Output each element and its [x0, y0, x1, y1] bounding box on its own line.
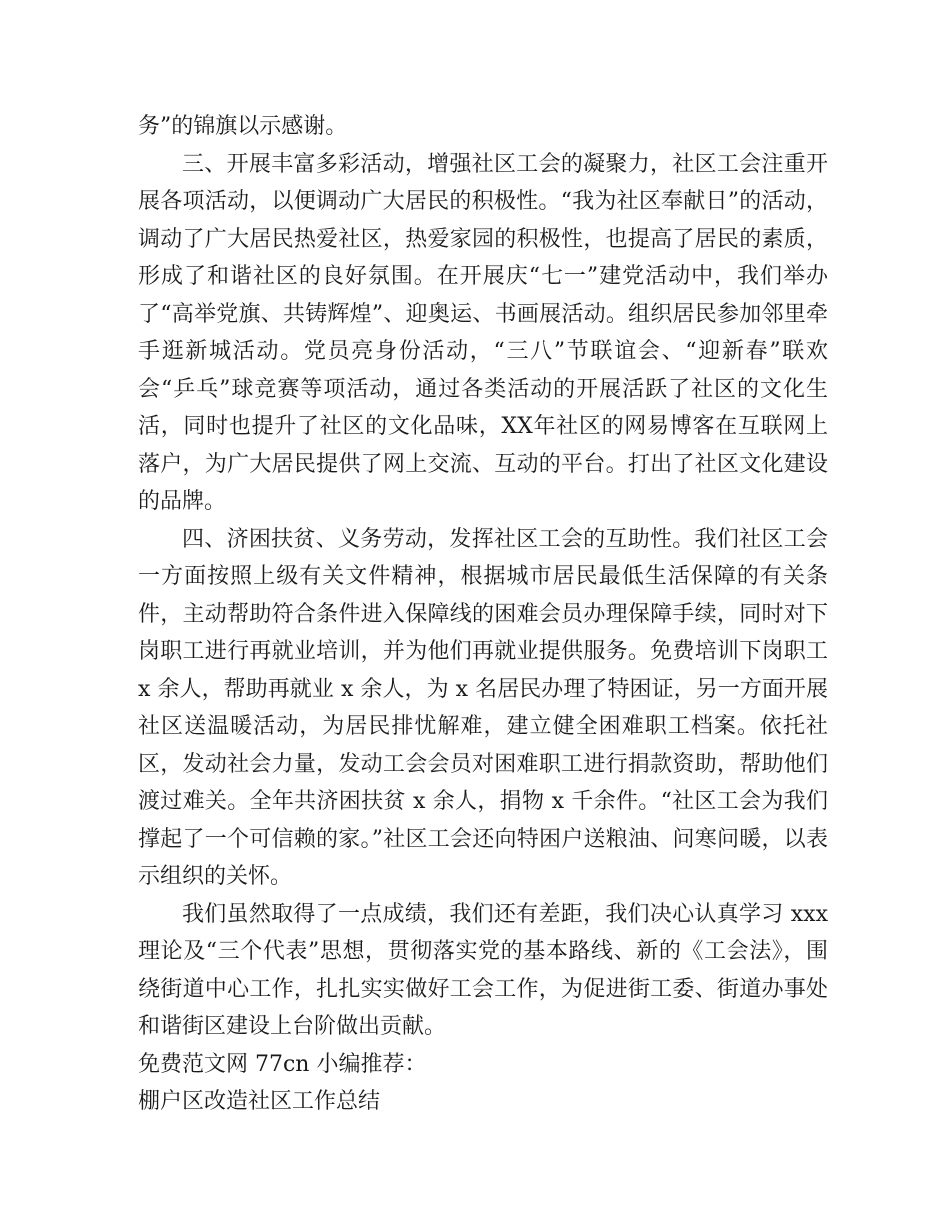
paragraph-activities: 三、开展丰富多彩活动，增强社区工会的凝聚力，社区工会注重开展各项活动，以便调动广大居民的积极性。“我为社区奉献日”的活动，调动了广大居民热爱社区，热爱家园的积极性，也提高了居民的素质，形成了和谐社区的良好氛围。在开展庆“七一”建党活动中，我们举办了“高举党旗、共铸辉煌”、迎奥运、书画展活动。组织居民参加邻里牵手逛新城活动。党员亮身份活动，“三八”节联谊会、“迎新春”联欢会“乒乓”球竞赛等项活动，通过各类活动的开展活跃了社区的文化生活，同时也提升了社区的文化品味，XX年社区的网易博客在互联网上落户，为广大居民提供了网上交流、互动的平台。打出了社区文化建设的品牌。 [138, 151, 828, 514]
paragraph-continuation: 务”的锦旗以示感谢。 [138, 114, 348, 139]
recommend-label: 免费范文网 77cn 小编推荐： [138, 1051, 427, 1077]
paragraph-conclusion: 我们虽然取得了一点成绩，我们还有差距，我们决心认真学习 xxx 理论及“三个代表”思想，贯彻落实党的基本路线、新的《工会法》，围绕街道中心工作，扎扎实实做好工会工作，为促进街工委、街道办事处和谐街区建设上台阶做出贡献。 [138, 901, 828, 1039]
recommend-link[interactable]: 棚户区改造社区工作总结 [138, 1089, 381, 1114]
paragraph-poverty-relief: 四、济困扶贫、义务劳动，发挥社区工会的互助性。我们社区工会一方面按照上级有关文件精神，根据城市居民最低生活保障的有关条件，主动帮助符合条件进入保障线的困难会员办理保障手续，同时对下岗职工进行再就业培训，并为他们再就业提供服务。免费培训下岗职工 x 余人，帮助再就业 x 余人，为 x 名居民办理了特困证，另一方面开展社区送温暖活动，为居民排忧解难，建立健全困难职工档案。依托社区，发动社会力量，发动工会会员对困难职工进行捐款资助，帮助他们渡过难关。全年共济困扶贫 x 余人，捐物 x 千余件。“社区工会为我们撑起了一个可信赖的家。”社区工会还向特困户送粮油、问寒问暖，以表示组织的关怀。 [138, 526, 828, 889]
document-page [138, 108, 828, 1121]
